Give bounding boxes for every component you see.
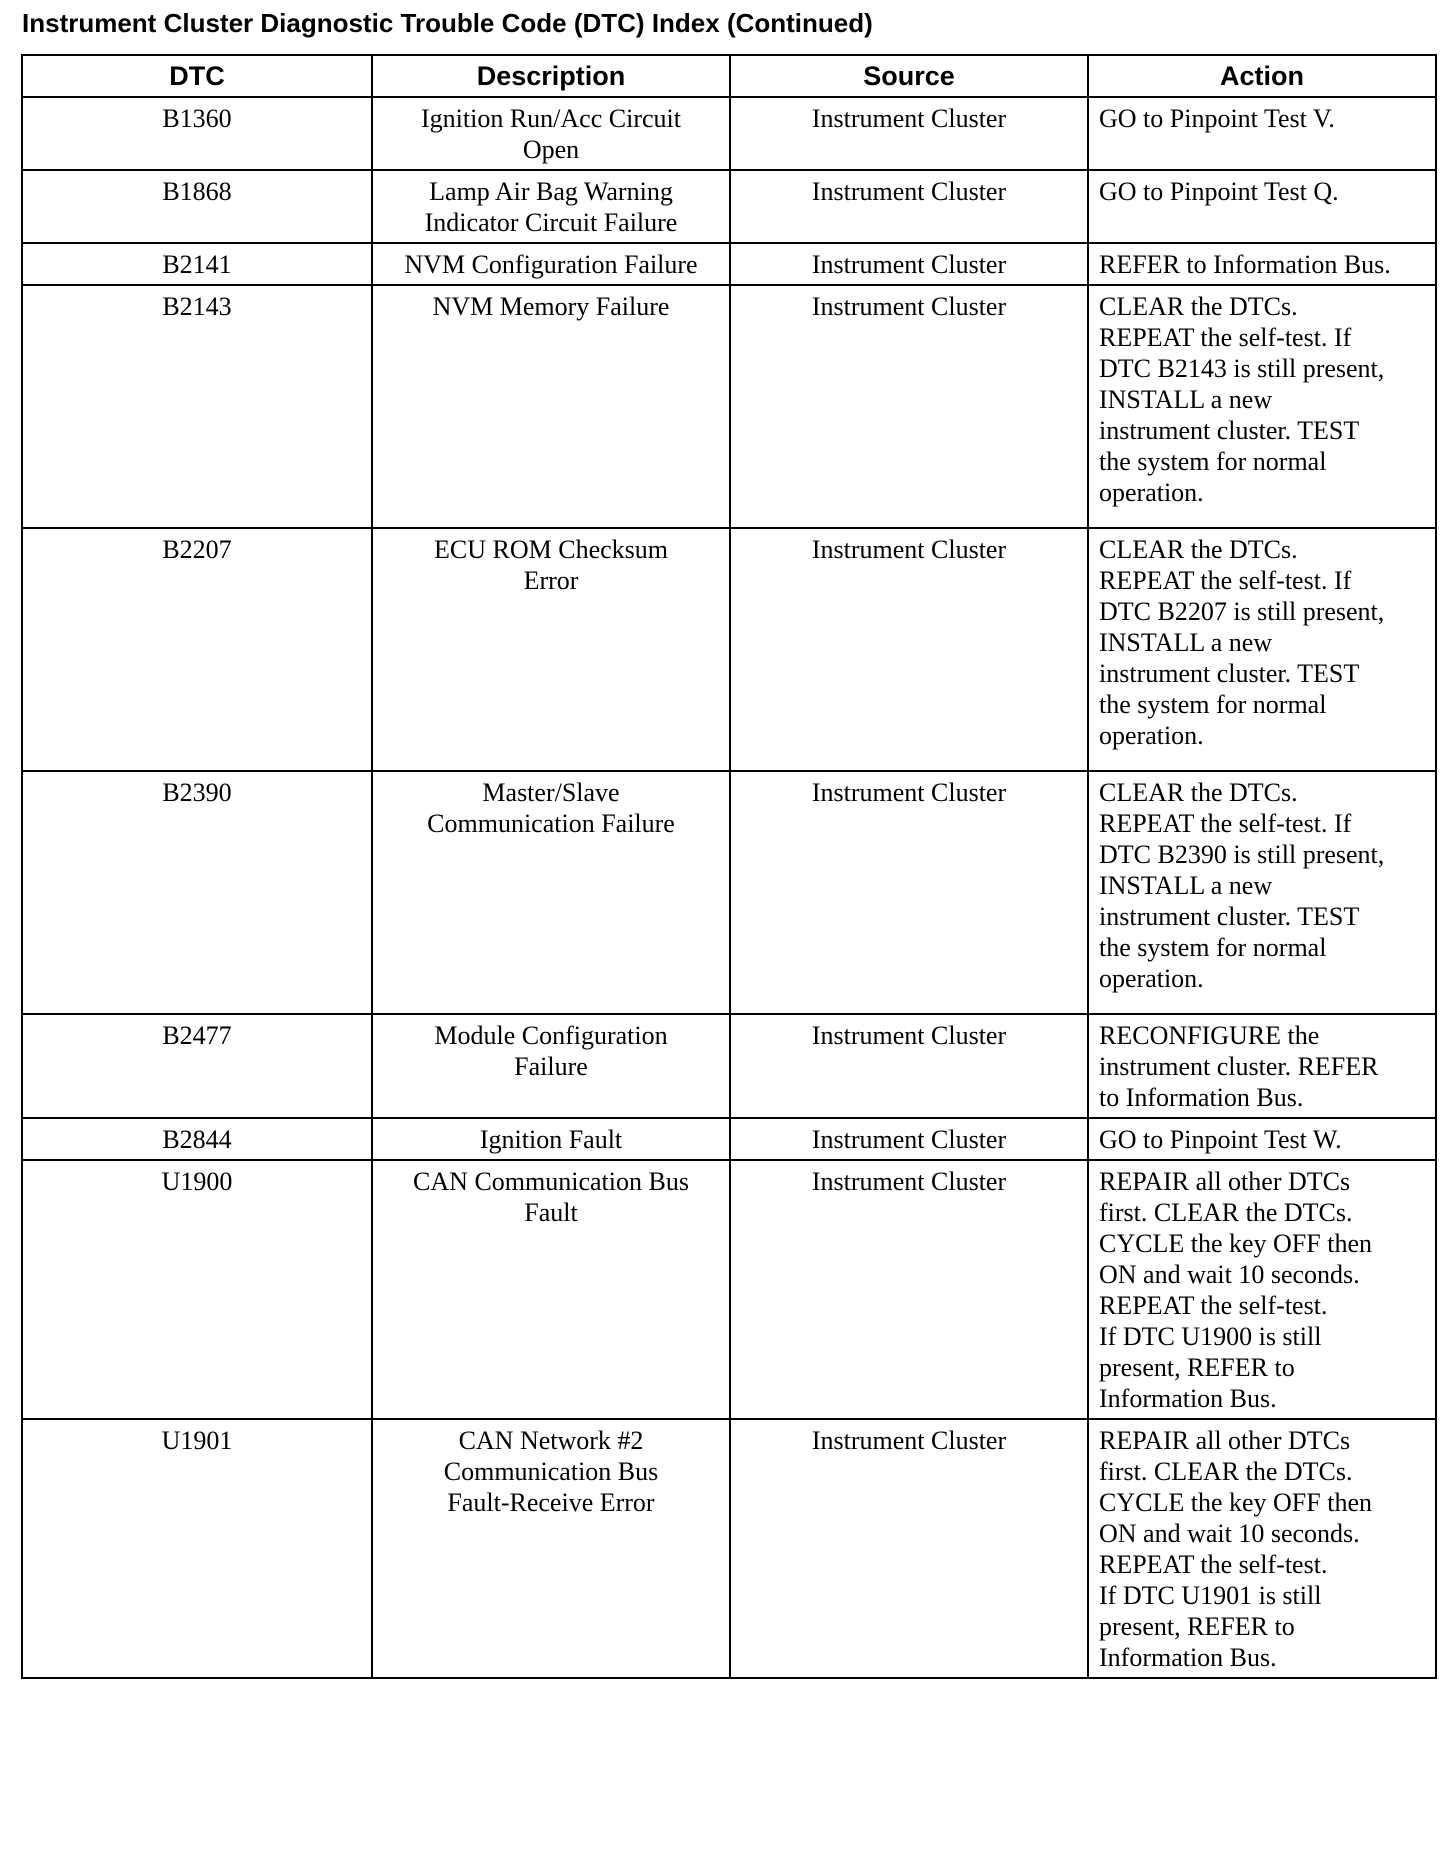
action-line: first. CLEAR the DTCs. <box>1099 1198 1353 1227</box>
description-line: Module Configuration <box>434 1021 668 1050</box>
action-line: REPEAT the self-test. <box>1099 1550 1328 1579</box>
dtc-code-cell: B2477 <box>22 1014 372 1118</box>
dtc-code-cell: B2844 <box>22 1118 372 1160</box>
description-line: Fault <box>524 1198 578 1227</box>
description-line: Failure <box>514 1052 588 1081</box>
description-cell <box>372 771 730 1014</box>
action-cell <box>1088 243 1436 285</box>
action-line: the system for normal <box>1099 933 1327 962</box>
action-line: to Information Bus. <box>1099 1083 1304 1112</box>
table-row <box>22 1160 1436 1419</box>
source-cell: Instrument Cluster <box>730 1419 1088 1678</box>
action-line: RECONFIGURE the <box>1099 1021 1320 1050</box>
dtc-code-cell: B2141 <box>22 243 372 285</box>
action-line: CLEAR the DTCs. <box>1099 778 1298 807</box>
source-cell: Instrument Cluster <box>730 243 1088 285</box>
dtc-code-cell: B1360 <box>22 97 372 170</box>
dtc-code-cell: U1900 <box>22 1160 372 1419</box>
action-line: instrument cluster. REFER <box>1099 1052 1379 1081</box>
table-header-row <box>22 55 1436 97</box>
action-line: instrument cluster. TEST <box>1099 659 1360 688</box>
description-line: Error <box>523 566 579 595</box>
action-line: REPEAT the self-test. If <box>1099 809 1352 838</box>
description-line: Indicator Circuit Failure <box>424 208 678 237</box>
source-cell: Instrument Cluster <box>730 1160 1088 1419</box>
action-cell <box>1088 285 1436 528</box>
action-line: the system for normal <box>1099 690 1327 719</box>
action-line: present, REFER to <box>1099 1353 1295 1382</box>
description-line: Lamp Air Bag Warning <box>429 177 673 206</box>
source-cell: Instrument Cluster <box>730 1014 1088 1118</box>
page-title: Instrument Cluster Diagnostic Trouble Code (DTC) Index (Continued) <box>22 8 873 38</box>
action-line: REPEAT the self-test. If <box>1099 323 1352 352</box>
action-line: REPAIR all other DTCs <box>1099 1426 1351 1455</box>
action-cell <box>1088 1118 1436 1160</box>
action-cell <box>1088 528 1436 771</box>
source-cell: Instrument Cluster <box>730 285 1088 528</box>
description-line: Communication Bus <box>443 1457 659 1486</box>
action-cell <box>1088 170 1436 243</box>
description-line: ECU ROM Checksum <box>434 535 668 564</box>
description-cell <box>372 528 730 771</box>
action-line: GO to Pinpoint Test W. <box>1099 1125 1342 1154</box>
table-row <box>22 170 1436 243</box>
action-line: instrument cluster. TEST <box>1099 416 1360 445</box>
action-cell <box>1088 1014 1436 1118</box>
table-row <box>22 97 1436 170</box>
dtc-code-cell: U1901 <box>22 1419 372 1678</box>
action-line: DTC B2390 is still present, <box>1099 840 1385 869</box>
action-line: the system for normal <box>1099 447 1327 476</box>
action-line: ON and wait 10 seconds. <box>1099 1260 1360 1289</box>
action-line: GO to Pinpoint Test V. <box>1099 104 1335 133</box>
description-line: Ignition Run/Acc Circuit <box>421 104 681 133</box>
action-line: instrument cluster. TEST <box>1099 902 1360 931</box>
description-line: CAN Communication Bus <box>413 1167 689 1196</box>
action-line: CYCLE the key OFF then <box>1099 1488 1372 1517</box>
source-cell: Instrument Cluster <box>730 170 1088 243</box>
description-line: Communication Failure <box>427 809 675 838</box>
column-header-action: Action <box>1088 55 1436 97</box>
source-cell: Instrument Cluster <box>730 528 1088 771</box>
dtc-code-cell: B1868 <box>22 170 372 243</box>
action-line: present, REFER to <box>1099 1612 1295 1641</box>
description-cell <box>372 285 730 528</box>
action-line: If DTC U1901 is still <box>1099 1581 1322 1610</box>
table-row <box>22 285 1436 528</box>
action-cell <box>1088 1419 1436 1678</box>
table-body <box>22 97 1436 1678</box>
action-line: Information Bus. <box>1099 1384 1277 1413</box>
action-line: CLEAR the DTCs. <box>1099 292 1298 321</box>
description-line: Ignition Fault <box>479 1125 623 1154</box>
action-line: GO to Pinpoint Test Q. <box>1099 177 1339 206</box>
description-line: NVM Memory Failure <box>432 292 670 321</box>
action-line: first. CLEAR the DTCs. <box>1099 1457 1353 1486</box>
source-cell: Instrument Cluster <box>730 1118 1088 1160</box>
action-line: REPAIR all other DTCs <box>1099 1167 1351 1196</box>
table-row <box>22 1014 1436 1118</box>
table-row <box>22 243 1436 285</box>
action-line: If DTC U1900 is still <box>1099 1322 1322 1351</box>
action-line: INSTALL a new <box>1099 628 1273 657</box>
action-line: CLEAR the DTCs. <box>1099 535 1298 564</box>
action-line: REPEAT the self-test. If <box>1099 566 1352 595</box>
dtc-code-cell: B2143 <box>22 285 372 528</box>
source-cell: Instrument Cluster <box>730 97 1088 170</box>
action-cell <box>1088 97 1436 170</box>
description-cell <box>372 170 730 243</box>
action-line: operation. <box>1099 478 1204 507</box>
action-line: operation. <box>1099 721 1204 750</box>
action-line: operation. <box>1099 964 1204 993</box>
table-row <box>22 771 1436 1014</box>
action-line: Information Bus. <box>1099 1643 1277 1672</box>
dtc-code-cell: B2390 <box>22 771 372 1014</box>
dtc-index-table <box>21 54 1437 1679</box>
description-line: NVM Configuration Failure <box>404 250 698 279</box>
column-header-description: Description <box>372 55 730 97</box>
description-cell <box>372 1160 730 1419</box>
action-line: DTC B2143 is still present, <box>1099 354 1385 383</box>
column-header-dtc: DTC <box>22 55 372 97</box>
table-row <box>22 1419 1436 1678</box>
action-cell <box>1088 1160 1436 1419</box>
source-cell: Instrument Cluster <box>730 771 1088 1014</box>
description-cell <box>372 97 730 170</box>
description-line: Master/Slave <box>482 778 620 807</box>
dtc-code-cell: B2207 <box>22 528 372 771</box>
table-row <box>22 1118 1436 1160</box>
table-row <box>22 528 1436 771</box>
action-line: ON and wait 10 seconds. <box>1099 1519 1360 1548</box>
action-line: REFER to Information Bus. <box>1099 250 1391 279</box>
column-header-source: Source <box>730 55 1088 97</box>
action-line: REPEAT the self-test. <box>1099 1291 1328 1320</box>
description-cell <box>372 243 730 285</box>
action-line: INSTALL a new <box>1099 385 1273 414</box>
action-line: CYCLE the key OFF then <box>1099 1229 1372 1258</box>
description-cell <box>372 1118 730 1160</box>
description-cell <box>372 1419 730 1678</box>
description-line: Open <box>522 135 580 164</box>
description-line: Fault-Receive Error <box>447 1488 655 1517</box>
action-line: DTC B2207 is still present, <box>1099 597 1385 626</box>
description-line: CAN Network #2 <box>458 1426 644 1455</box>
description-cell <box>372 1014 730 1118</box>
action-cell <box>1088 771 1436 1014</box>
action-line: INSTALL a new <box>1099 871 1273 900</box>
